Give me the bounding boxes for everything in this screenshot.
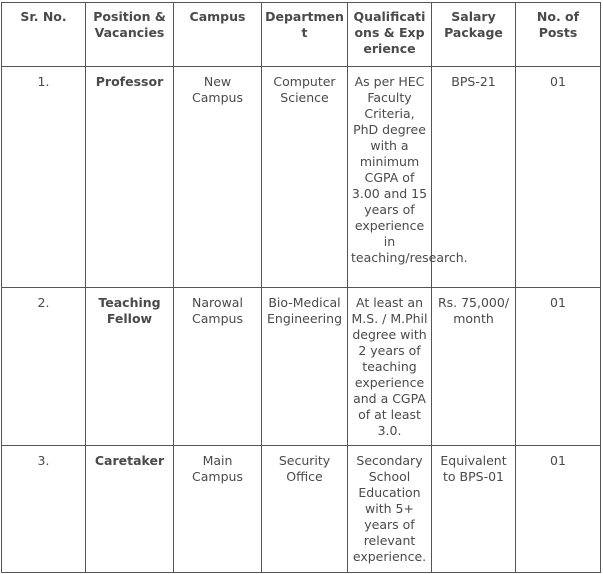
campus-cell: Main Campus xyxy=(174,446,262,573)
header-department: Department xyxy=(262,3,348,67)
salary-cell: Rs. 75,000/month xyxy=(432,288,516,446)
posts-cell: 01 xyxy=(516,288,601,446)
table-row xyxy=(2,288,601,446)
sr-no-cell: 3. xyxy=(2,446,86,573)
header-salary: Salary Package xyxy=(432,3,516,67)
position-cell: Professor xyxy=(86,67,174,288)
posts-cell: 01 xyxy=(516,446,601,573)
campus-cell: New Campus xyxy=(174,67,262,288)
vacancies-table xyxy=(1,2,601,573)
position-cell: Caretaker xyxy=(86,446,174,573)
table-body xyxy=(2,67,601,573)
department-cell: Computer Science xyxy=(262,67,348,288)
department-cell: Security Office xyxy=(262,446,348,573)
header-qualifications: Qualifications & Experience xyxy=(348,3,432,67)
department-cell: Bio-Medical Engineering xyxy=(262,288,348,446)
posts-cell: 01 xyxy=(516,67,601,288)
campus-cell: Narowal Campus xyxy=(174,288,262,446)
header-position: Position & Vacancies xyxy=(86,3,174,67)
table-row xyxy=(2,446,601,573)
qualifications-cell: Secondary School Education with 5+ years of relevant experience. xyxy=(348,446,432,573)
sr-no-cell: 2. xyxy=(2,288,86,446)
salary-cell: Equivalent to BPS-01 xyxy=(432,446,516,573)
salary-cell: BPS-21 xyxy=(432,67,516,288)
qualifications-cell: As per HEC Faculty Criteria, PhD degree with a minimum CGPA of 3.00 and 15 years of experience in teaching/research. xyxy=(348,67,432,288)
position-cell: Teaching Fellow xyxy=(86,288,174,446)
header-row xyxy=(2,3,601,67)
sr-no-cell: 1. xyxy=(2,67,86,288)
header-posts: No. of Posts xyxy=(516,3,601,67)
header-campus: Campus xyxy=(174,3,262,67)
table-header xyxy=(2,3,601,67)
table-row xyxy=(2,67,601,288)
header-sr-no: Sr. No. xyxy=(2,3,86,67)
qualifications-cell: At least an M.S. / M.Phil degree with 2 years of teaching experience and a CGPA of at least 3.0. xyxy=(348,288,432,446)
